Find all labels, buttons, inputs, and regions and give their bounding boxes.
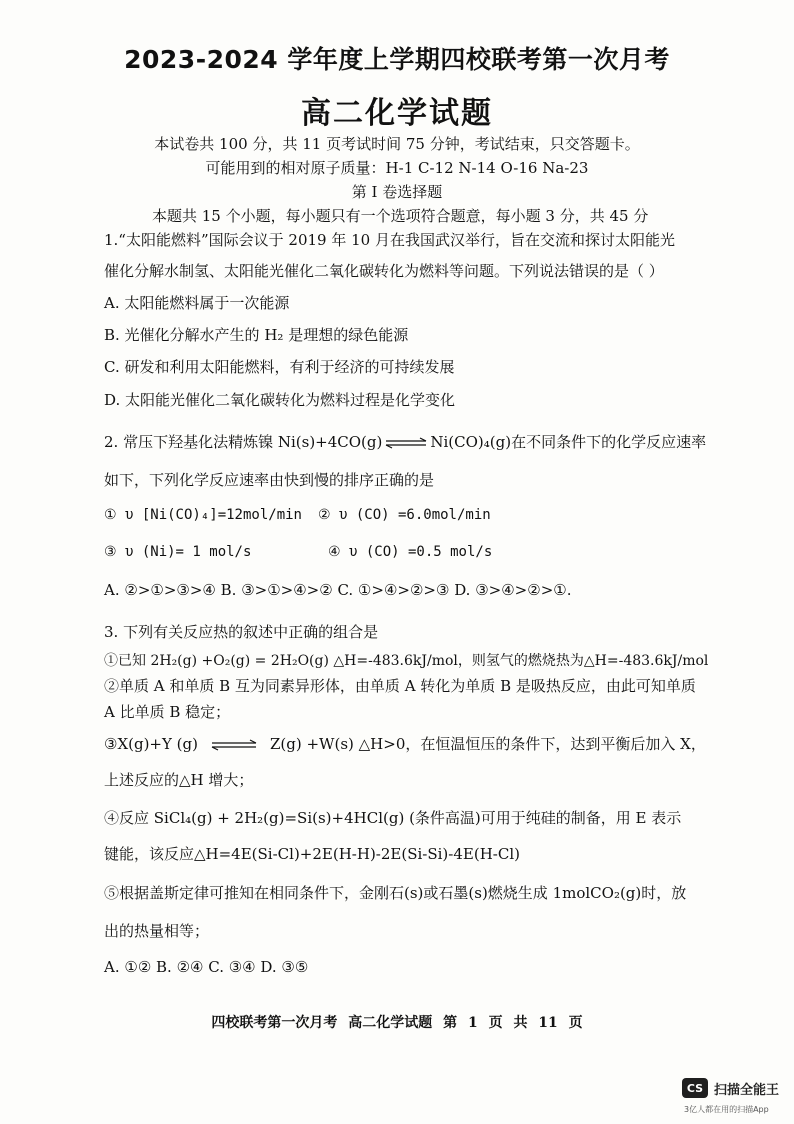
- equilibrium-arrow-icon: [210, 739, 258, 751]
- q2-stem-line1: [104, 431, 706, 452]
- q3-statement-3b: 上述反应的△H 增大；: [104, 771, 254, 789]
- q2-options: A. ②>①>③>④ B. ③>①>④>② C. ①>④>②>③ D. ③>④>②>①.: [104, 581, 572, 599]
- q2-rate-4: ④ υ (CO) =0.5 mol/s: [328, 544, 493, 560]
- q3-statement-5a: ⑤根据盖斯定律可推知在相同条件下，金刚石(s)或石墨(s)燃烧生成 1molCO₂(g)时，放: [104, 884, 687, 902]
- q1-option-a: A. 太阳能燃料属于一次能源: [104, 294, 290, 312]
- q2-stem-line2: 如下，下列化学反应速率由快到慢的排序正确的是: [104, 471, 435, 489]
- q3-options: A. ①② B. ②④ C. ③④ D. ③⑤: [104, 958, 309, 976]
- q3-statement-3a: [104, 733, 706, 754]
- exam-info: 本试卷共 100 分，共 11 页考试时间 75 分钟，考试结束，只交答题卡。: [154, 135, 640, 153]
- exam-title: 2023-2024 学年度上学期四校联考第一次月考: [124, 45, 670, 74]
- q1-stem-line1: 1.“太阳能燃料”国际会议于 2019 年 10 月在我国武汉举行，旨在交流和探讨太阳能光: [104, 231, 675, 249]
- scanner-app-name: 扫描全能王: [714, 1082, 780, 1098]
- q1-option-b: B. 光催化分解水产生的 H₂ 是理想的绿色能源: [104, 326, 409, 344]
- q2-stem-products: Ni(CO)₄(g)在不同条件下的化学反应速率: [430, 433, 707, 451]
- q3-statement-4a: ④反应 SiCl₄(g) + 2H₂(g)=Si(s)+4HCl(g) (条件高温)可用于纯硅的制备，用 E 表示: [104, 809, 682, 827]
- q1-option-c: C. 研发和利用太阳能燃料，有利于经济的可持续发展: [104, 358, 455, 376]
- q3-statement-2b: A 比单质 B 稳定；: [104, 703, 231, 721]
- page-footer: 四校联考第一次月考 高二化学试题 第 1 页 共 11 页: [211, 1015, 583, 1031]
- q3-statement-4b: 键能，该反应△H=4E(Si-Cl)+2E(H-H)-2E(Si-Si)-4E(H-Cl): [104, 845, 520, 863]
- q3-statement-2a: ②单质 A 和单质 B 互为同素异形体，由单质 A 转化为单质 B 是吸热反应，由此可知单质: [104, 677, 696, 695]
- atomic-masses: 可能用到的相对原子质量：H-1 C-12 N-14 O-16 Na-23: [205, 159, 589, 177]
- q2-rate-2: ② υ (CO) =6.0mol/min: [318, 507, 491, 523]
- section-title: 第 I 卷选择题: [351, 183, 443, 201]
- q3-stem: 3. 下列有关反应热的叙述中正确的组合是: [104, 623, 379, 641]
- q2-rate-3: ③ υ (Ni)= 1 mol/s: [104, 544, 252, 560]
- q3-s3-reactants: ③X(g)+Y (g): [104, 735, 198, 753]
- q2-rate-1: ① υ [Ni(CO)₄]=12mol/min: [104, 507, 302, 523]
- scanner-tagline: 3亿人都在用的扫描App: [684, 1105, 769, 1114]
- subject-title: 高二化学试题: [301, 96, 493, 131]
- q2-stem-reactants: 2. 常压下羟基化法精炼镍 Ni(s)+4CO(g): [104, 433, 383, 451]
- camscanner-logo-icon: CS: [682, 1078, 708, 1098]
- q3-statement-1: ①已知 2H₂(g) +O₂(g) = 2H₂O(g) △H=-483.6kJ/mol，则氢气的燃烧热为△H=-483.6kJ/mol: [104, 653, 709, 669]
- q3-s3-products: Z(g) +W(s) △H>0，在恒温恒压的条件下，达到平衡后加入 X，: [269, 735, 706, 753]
- scanner-watermark: [682, 1078, 779, 1098]
- section-instruction: 本题共 15 个小题，每小题只有一个选项符合题意，每小题 3 分，共 45 分: [152, 207, 649, 225]
- equilibrium-arrow-icon: [384, 437, 428, 449]
- q1-option-d: D. 太阳能光催化二氧化碳转化为燃料过程是化学变化: [104, 391, 456, 409]
- q3-statement-5b: 出的热量相等；: [104, 922, 210, 940]
- q1-stem-line2: 催化分解水制氢、太阳能光催化二氧化碳转化为燃料等问题。下列说法错误的是（ ）: [104, 262, 664, 280]
